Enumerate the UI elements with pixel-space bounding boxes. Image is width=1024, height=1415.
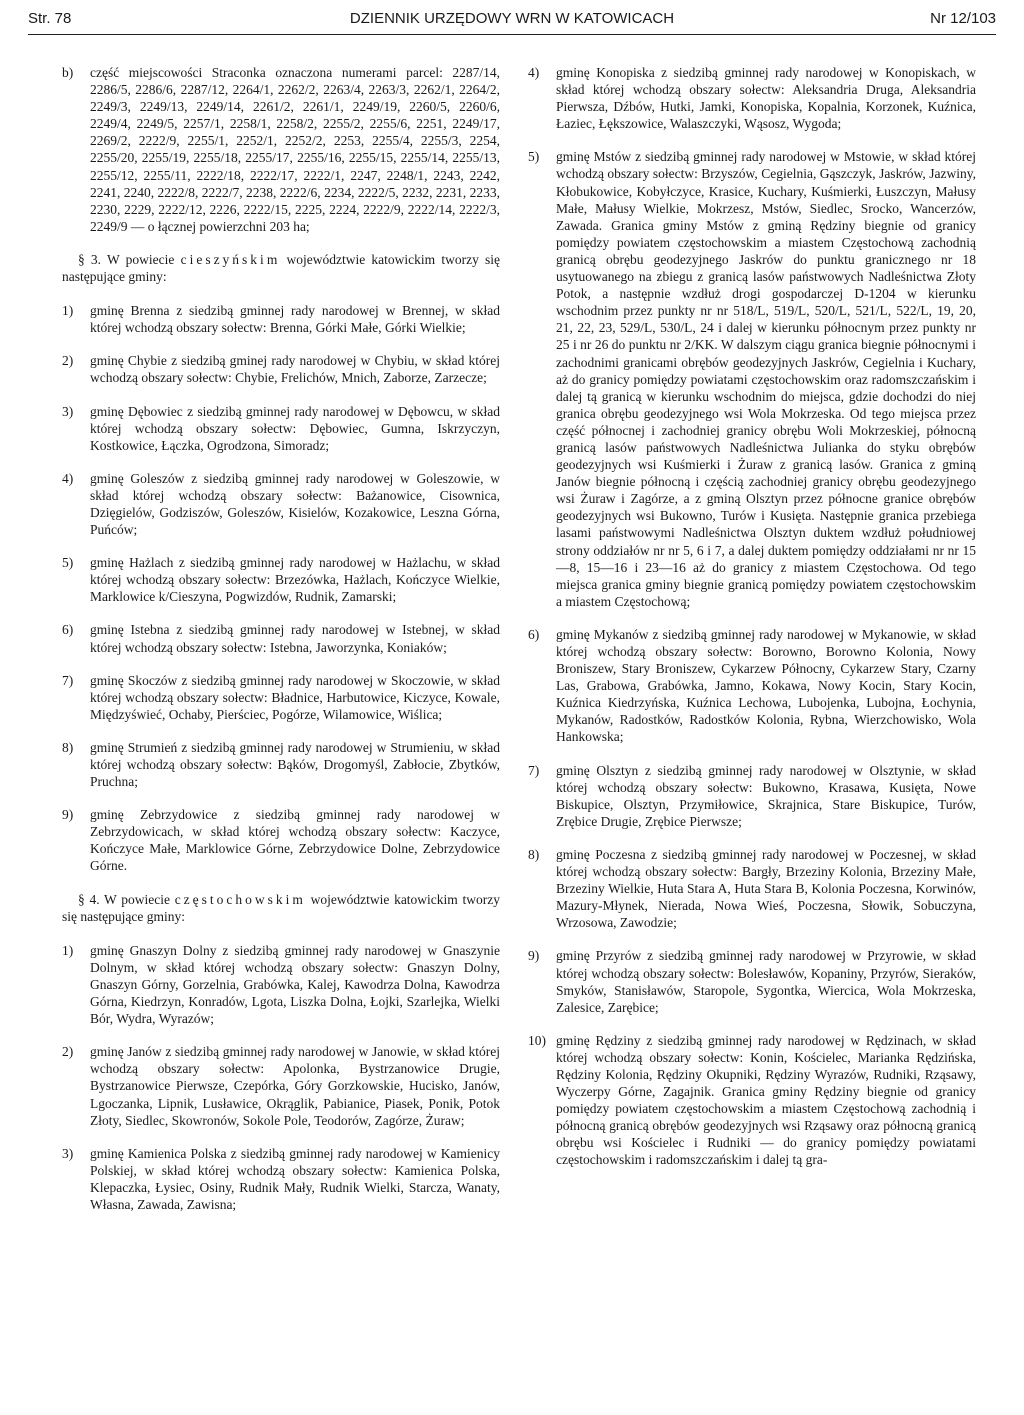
item-number: 2): [62, 1044, 74, 1060]
left-column: [62, 64, 500, 1229]
item-number: b): [62, 65, 74, 80]
list-item: [528, 947, 976, 1015]
item-text: gminę Kamienica Polska z siedzibą gminnej rady narodowej w Kamienicy Polskiej, w skład której wchodzą obszary sołectw: Kamienica Polska, Klepaczka, Łysiec, Osiny, Rudnik Mały, Rudnik Wielki, Starcza, Wanaty, Własna, Zawada, Zawisna;: [90, 1145, 500, 1212]
item-text: gminę Zebrzydowice z siedzibą gminnej rady narodowej w Zebrzydowicach, w skład której wchodzą obszary sołectw: Kaczyce, Kończyce Małe, Marklowice Górne, Zebrzydowice Dolne, Zebrzydowice Górne.: [90, 807, 500, 874]
journal-title: DZIENNIK URZĘDOWY WRN W KATOWICACH: [349, 10, 675, 27]
list-item: [528, 64, 976, 132]
item-number: 4): [62, 470, 74, 486]
item-text: gminę Brenna z siedzibą gminnej rady narodowej w Brennej, w skład której wchodzą obszary sołectw: Brenna, Górki Małe, Górki Wielkie;: [90, 303, 500, 336]
list-item: [62, 64, 500, 235]
item-text: gminę Goleszów z siedzibą gminnej rady narodowej w Goleszowie, w skład której wchodzą obszary sołectw: Bażanowice, Cisownica, Dzięgielów, Godziszów, Goleszów, Kisielów, Kozakowice, Leszna Górna, Puńców;: [90, 470, 500, 538]
item-text: gminę Mykanów z siedzibą gminnej rady narodowej w Mykanowie, w skład której wchodzą obszary sołectw: Borowno, Borowno Kolonia, Nowy Broniszew, Stary Broniszew, Cykarzew Północny, Cykarzew Stary, Czarny Las, Grabowa, Grabówka, Jamno, Kokawa, Nowy Kocin, Stary Kocin, Kuźnica Kiedrzyńska, Kuźnica Lechowa, Lubojenka, Lubojna, Łochynia, Mykanów, Radostków, Radostków Kolonia, Rybna, Wierzchowisko, Wola Hankowska;: [556, 626, 976, 745]
item-text: gminę Rędziny z siedzibą gminnej rady narodowej w Rędzinach, w skład której wchodzą obszary sołectw: Konin, Kościelec, Marianka Rędzińska, Rędziny Kolonia, Rędziny Okupniki, Rędziny Wyrazów, Rudniki, Rząsawy, Wyczerpy Górne, Zagajnik. Granica gminy Rędziny biegnie od granicy pomiędzy powiatem częstochowskim a miastem Częstochową zachodnią i północną granicą obrębów geodezyjnych wsi Rząsawy oraz północną granicą obrębu wsi Kościelec i Rudniki — do granicy pomiędzy powiatami częstochowskim i radomszczańskim i dalej tą gra-: [556, 1032, 976, 1168]
page-header: [28, 10, 996, 32]
item-text: gminę Dębowiec z siedzibą gminnej rady narodowej w Dębowcu, w skład której wchodzą obszary sołectw: Dębowiec, Gumna, Iskrzyczyn, Kostkowice, Łączka, Ogrodzona, Simoradz;: [90, 403, 500, 453]
list-item: [62, 554, 500, 605]
list-item: [62, 352, 500, 386]
item-text: gminę Istebna z siedzibą gminnej rady narodowej w Istebnej, w skład której wchodzą obszary sołectw: Istebna, Jaworzynka, Koniaków;: [90, 622, 500, 655]
item-text: gminę Mstów z siedzibą gminnej rady narodowej w Mstowie, w skład której wchodzą obszary sołectw: Brzyszów, Cegielnia, Gąszczyk, Jaskrów, Jazwiny, Kłobukowice, Kobyłczyce, Krasice, Kuchary, Kuśmierki, Łuszczyn, Małusy Małe, Małusy Wielkie, Mokrzesz, Mstów, Siedlec, Srocko, Wancerzów, Zawada. Granica gminy Mstów z gminą Rędziny biegnie od granicy pomiędzy powiatem częstochowskim a miastem Częstochową zachodnią granicą obrębu geodezyjnego Jaskrów do punktu granicznego nr 18 usytuowanego na zbiegu z granicą lasów państwowych Nadleśnictwa Złoty Potok, a następnie wzdłuż drogi gospodarczej D-1204 w kierunku wschodnim przez punkty nr nr 518/L, 519/L, 520/L, 521/L, 522/L, 19, 20, 21, 22, 23, 529/L, 530/L, 24 i dalej w kierunku północnym przez punkty nr 25 i nr 26 do punktu nr 2/KK. W dalszym ciągu granica biegnie północnymi i zachodnimi granicami obrębów geodezyjnych Jaskrów, Cegielnia i Kuchary, aż do granicy pomiędzy powiatami częstochowskim oraz radomszczańskim i dalej tą granicą w kierunku wschodnim do miejsca, gdzie dochodzi do niej granica obrębu geodezyjnego wsi Wola Mokrzeska. Od tego miejsca przez część północnej i zachodniej granicy obrębu Woli Mokrzeskiej, północną granicą lasów państwowych Nadleśnictwa Julianka do styku obrębów geodezyjnych wsi Kuśmierki i Żuraw z granicą lasów. Granica z gminą Janów biegnie północną i częścią zachodniej granicy obrębu geodezyjnego wsi Żuraw i Zagórze, a z gminą Olsztyn przez północne granice obrębów geodezyjnych wsi Bukowno, Turów i Kusięta. Następnie granica przebiega lasami państwowymi Nadleśnictwa Olsztyn duktem wzdłuż południowej strony oddziałów nr nr 5, 6 i 7, a dalej duktem pomiędzy oddziałami nr nr 15—8, 15—16 i 23—16 aż do granicy z miastem Częstochowa. Od tego miejsca granica gminy biegnie granicą pomiędzy powiatem częstochowskim a miastem Częstochową;: [556, 149, 976, 609]
list-item: [528, 626, 976, 746]
item-text: gminę Konopiska z siedzibą gminnej rady narodowej w Konopiskach, w skład której wchodzą obszary sołectw: Aleksandria Druga, Aleksandria Pierwsza, Dźbów, Hutki, Jamki, Konopiska, Kopalnia, Korzonek, Kuźnica, Łaziec, Łększowice, Walaszczyki, Wąsosz, Wygoda;: [556, 65, 976, 132]
item-number: 5): [62, 555, 74, 571]
item-number: 8): [62, 739, 74, 755]
item-number: 10): [528, 1032, 546, 1048]
section-3-post: województwie katowickim tworzy się następujące gminy:: [62, 251, 500, 285]
item-text: gminę Przyrów z siedzibą gminnej rady narodowej w Przyrowie, w skład której wchodzą obszary sołectw: Bolesławów, Kopaniny, Przyrów, Sieraków, Smyków, Stanisławów, Staropole, Sygontka, Wiercica, Wola Mokrzeska, Zalesice, Zarębice;: [556, 948, 976, 1015]
item-number: 4): [528, 65, 540, 80]
item-text: część miejscowości Straconka oznaczona numerami parcel: 2287/14, 2286/5, 2286/6, 2287/12, 2264/1, 2262/2, 2263/4, 2263/3, 2262/1, 2264/2, 2249/3, 2249/13, 2249/14, 2261/2, 2261/1, 2249/19, 2260/5, 2260/6, 2249/4, 2249/5, 2257/1, 2258/1, 2258/2, 2255/2, 2255/6, 2251, 2249/17, 2269/2, 2222/9, 2255/1, 2252/1, 2252/2, 2253, 2255/4, 2255/3, 2254, 2255/20, 2255/19, 2255/18, 2255/17, 2255/16, 2255/15, 2255/14, 2255/13, 2255/12, 2255/11, 2222/18, 2222/17, 2222/1, 2247, 2248/1, 2243, 2242, 2241, 2240, 2222/8, 2222/7, 2238, 2222/6, 2234, 2222/5, 2232, 2231, 2233, 2230, 2229, 2222/12, 2226, 2222/15, 2225, 2224, 2222/9, 2222/14, 2222/3, 2249/9 — o łącznej powierzchni 203 ha;: [90, 65, 500, 234]
section-4-heading: [62, 891, 500, 925]
right-column: [528, 64, 976, 1185]
item-number: 6): [528, 626, 540, 642]
list-item: [528, 1032, 976, 1169]
page-number: Str. 78: [28, 10, 72, 27]
list-item: [62, 1043, 500, 1128]
list-item: [62, 403, 500, 454]
item-text: gminę Olsztyn z siedzibą gminnej rady narodowej w Olsztynie, w skład której wchodzą obszary sołectw: Bukowno, Krasawa, Kusięta, Nowe Biskupice, Olsztyn, Przymiłowice, Skrajnica, Stare Biskupice, Turów, Zrębice Drugie, Zrębice Pierwsze;: [556, 762, 976, 829]
item-number: 1): [62, 942, 74, 958]
list-item: [528, 148, 976, 610]
list-item: [528, 846, 976, 931]
item-number: 2): [62, 353, 74, 369]
item-text: gminę Poczesna z siedzibą gminnej rady narodowej w Poczesnej, w skład której wchodzą obszary sołectw: Bargły, Brzeziny Kolonia, Brzeziny Małe, Brzeziny Wielkie, Huta Stara A, Huta Stara B, Kolonia Poczesna, Korwinów, Mazury-Młynek, Nierada, Nowa Wieś, Poczesna, Słowik, Sobuczyna, Wrzosowa, Zawodzie;: [556, 846, 976, 931]
item-text: gminę Gnaszyn Dolny z siedzibą gminnej rady narodowej w Gnaszynie Dolnym, w skład której wchodzą obszary sołectw: Gnaszyn Dolny, Gnaszyn Górny, Gorzelnia, Grabówka, Kalej, Kawodrza Dolna, Kawodrza Górna, Kiedrzyn, Konradów, Lgota, Liszka Dolna, Łojki, Szarlejka, Wielki Bór, Wydra, Wyrazów;: [90, 942, 500, 1027]
item-text: gminę Strumień z siedzibą gminnej rady narodowej w Strumieniu, w skład której wchodzą obszary sołectw: Bąków, Drogomyśl, Zabłocie, Zbytków, Pruchna;: [90, 739, 500, 790]
item-number: 3): [62, 1145, 74, 1161]
section-4-district: częstochowskim: [174, 891, 306, 907]
section-3-heading: [62, 251, 500, 285]
item-text: gminę Skoczów z siedzibą gminnej rady narodowej w Skoczowie, w skład której wchodzą obszary sołectw: Bładnice, Harbutowice, Kiczyce, Kowale, Międzyświeć, Ochaby, Pierściec, Pogórze, Wilamowice, Wiślica;: [90, 672, 500, 722]
item-number: 3): [62, 403, 74, 419]
item-number: 9): [62, 807, 74, 823]
item-number: 7): [528, 762, 540, 778]
section-4-post: województwie katowickim tworzy się następujące gminy:: [62, 891, 500, 924]
item-text: gminę Janów z siedzibą gminnej rady narodowej w Janowie, w skład której wchodzą obszary sołectw: Apolonka, Bystrzanowice Drugie, Bystrzanowice Pierwsze, Czepórka, Góry Gorzkowskie, Hucisko, Janów, Lgoczanka, Lipnik, Lusławice, Okrąglik, Pabianice, Piasek, Ponik, Potok Złoty, Siedlec, Skowronów, Sokole Pole, Teodorów, Zagórze, Żuraw;: [90, 1044, 500, 1128]
list-item: [62, 302, 500, 336]
list-item: [62, 1145, 500, 1213]
section-3-pre: § 3. W powiecie: [78, 251, 181, 267]
item-number: 7): [62, 672, 74, 688]
section-4-pre: § 4. W powiecie: [78, 891, 175, 907]
list-item: [62, 806, 500, 874]
item-text: gminę Hażlach z siedzibą gminnej rady narodowej w Hażlachu, w skład której wchodzą obszary sołectw: Brzezówka, Hażlach, Kończyce Wielkie, Marklowice k/Cieszyna, Pogwizdów, Rudnik, Zamarski;: [90, 555, 500, 605]
issue-number: Nr 12/103: [930, 10, 996, 27]
item-number: 1): [62, 303, 74, 319]
item-text: gminę Chybie z siedzibą gminej rady narodowej w Chybiu, w skład której wchodzą obszary sołectw: Chybie, Frelichów, Mnich, Zaborze, Zarzecze;: [90, 353, 500, 386]
list-item: [62, 942, 500, 1027]
list-item: [62, 470, 500, 538]
item-number: 9): [528, 948, 540, 964]
list-item: [62, 672, 500, 723]
item-number: 5): [528, 149, 540, 165]
list-item: [528, 762, 976, 830]
list-item: [62, 739, 500, 790]
item-number: 6): [62, 622, 74, 638]
item-number: 8): [528, 846, 540, 862]
list-item: [62, 621, 500, 655]
header-rule: [28, 34, 996, 35]
section-3-district: cieszyńskim: [180, 251, 281, 267]
